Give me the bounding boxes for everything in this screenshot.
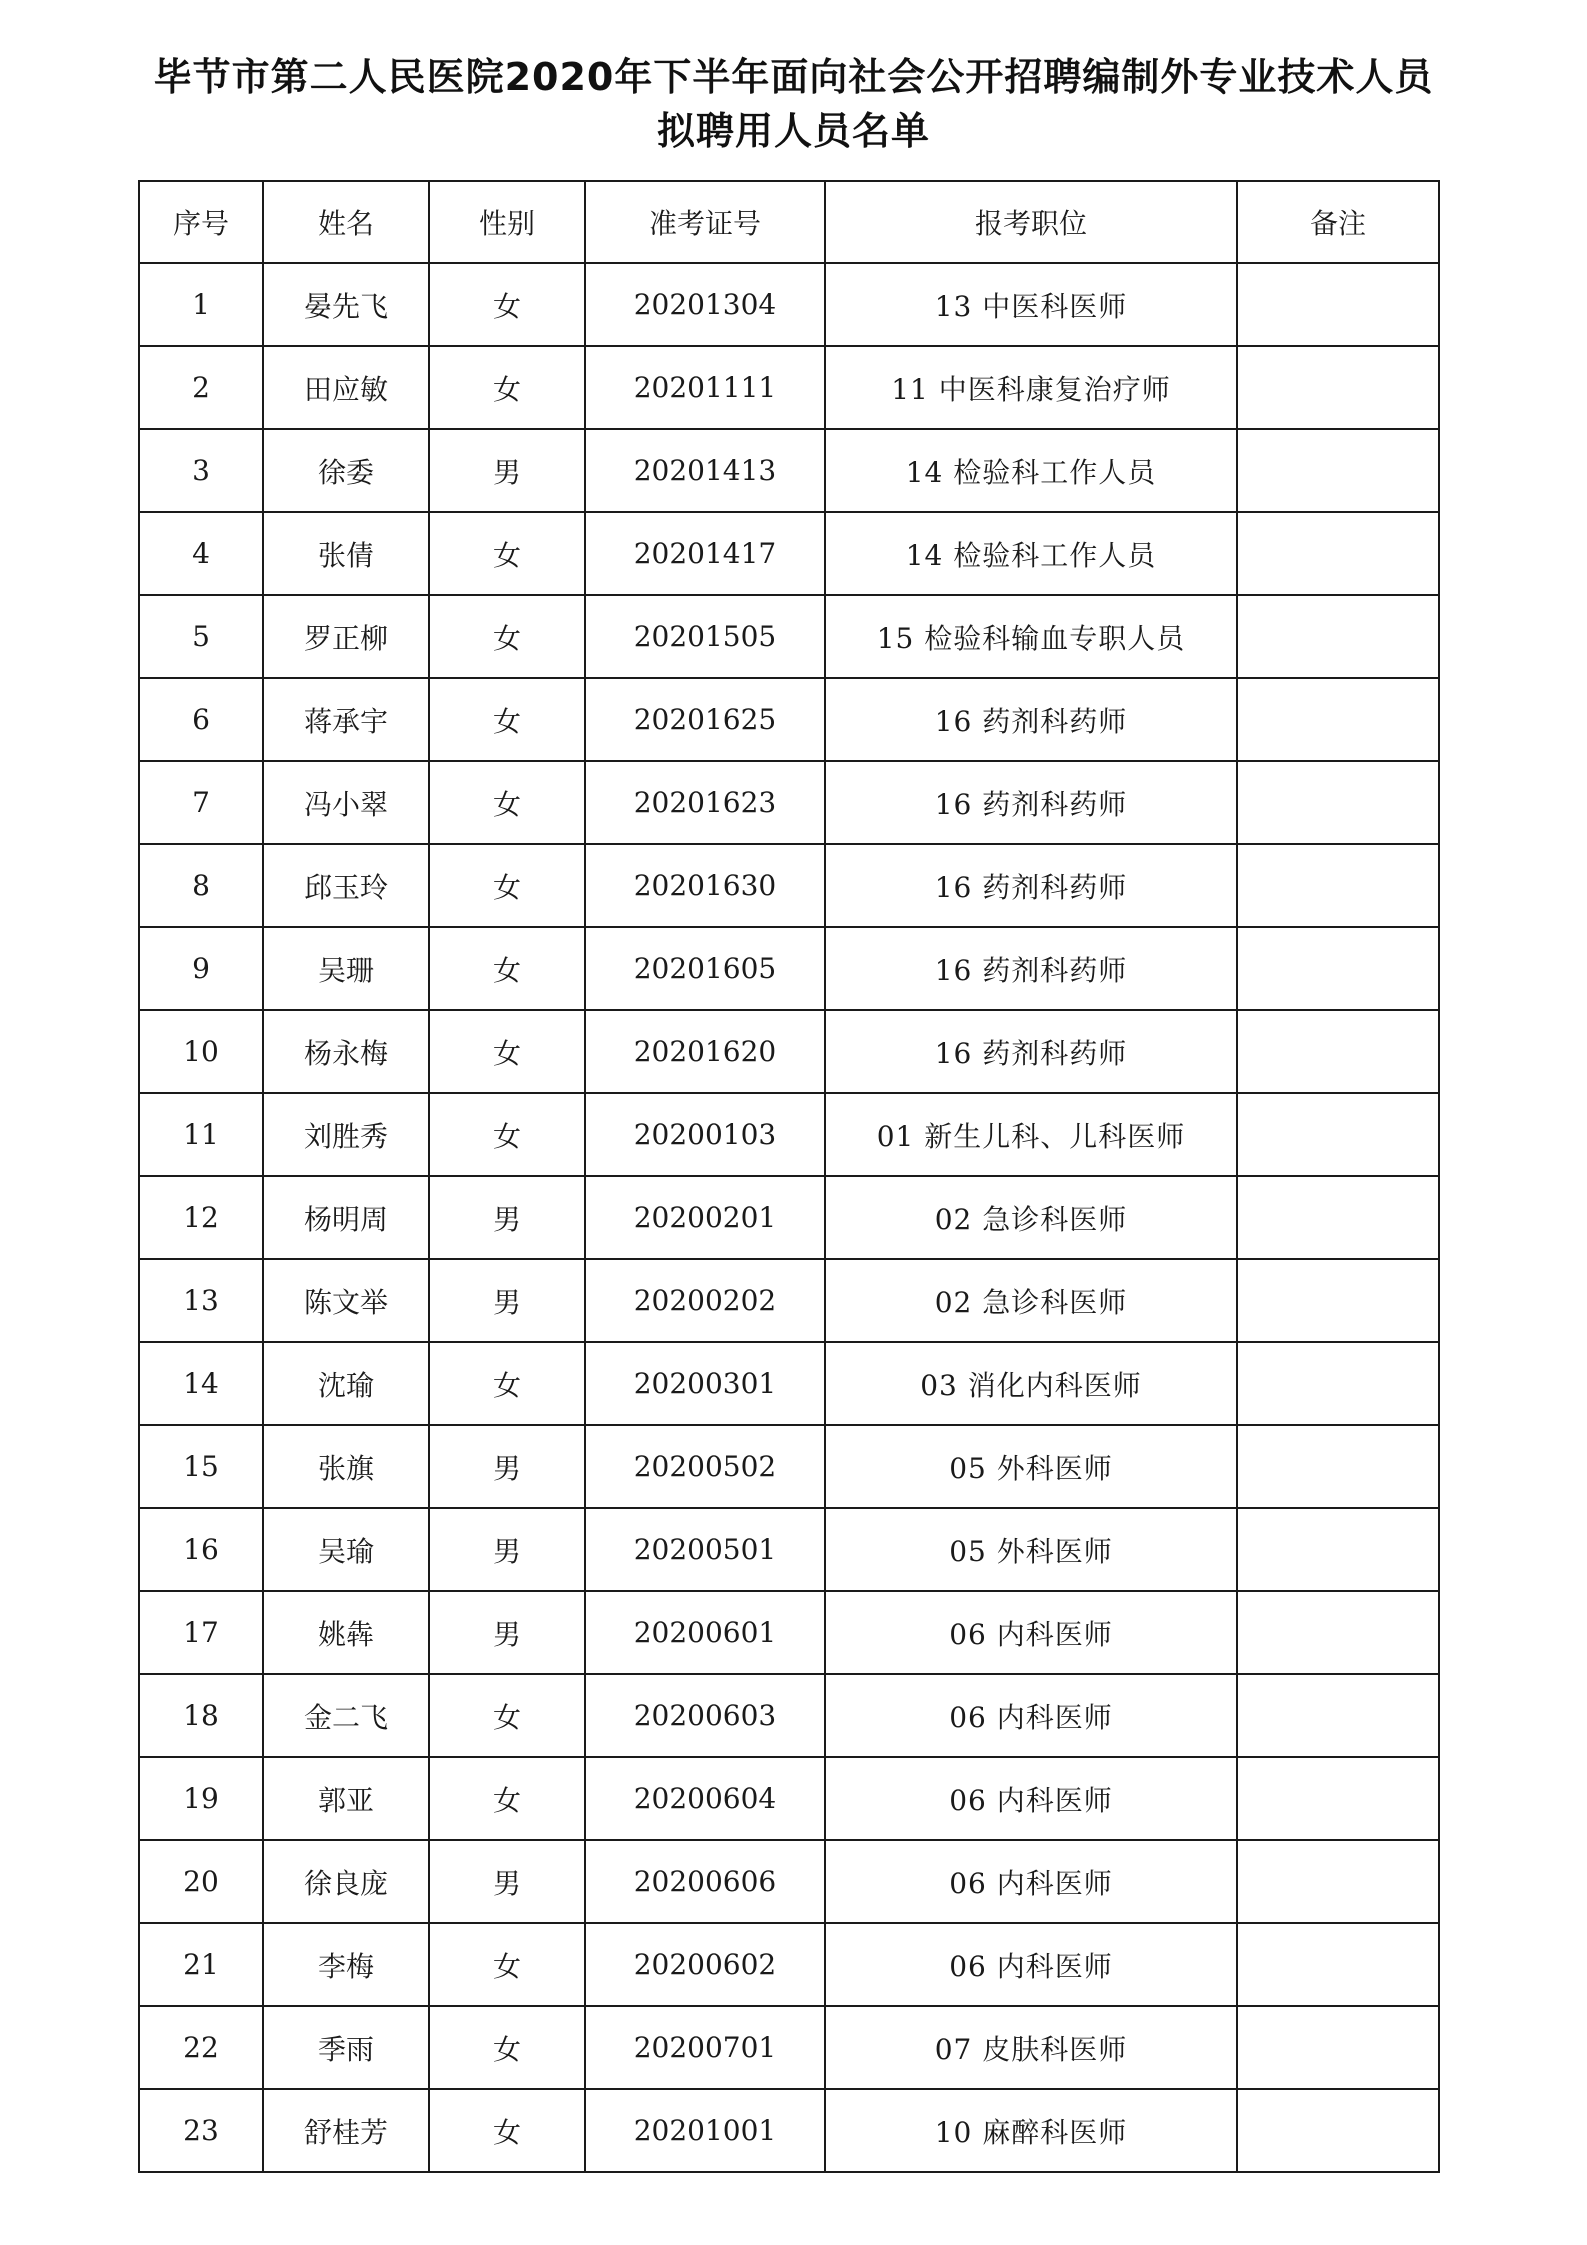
cell-position: 06 内科医师	[825, 1674, 1237, 1757]
cell-note	[1237, 1425, 1439, 1508]
cell-position: 13 中医科医师	[825, 263, 1237, 346]
cell-name: 罗正柳	[263, 595, 429, 678]
cell-name: 徐良庞	[263, 1840, 429, 1923]
cell-note	[1237, 1591, 1439, 1674]
table-row	[139, 2089, 1439, 2172]
document-subtitle: 拟聘用人员名单	[656, 109, 930, 153]
cell-position: 06 内科医师	[825, 1591, 1237, 1674]
cell-exam-id: 20200602	[585, 1923, 825, 2006]
cell-position: 16 药剂科药师	[825, 761, 1237, 844]
cell-note	[1237, 678, 1439, 761]
cell-note	[1237, 761, 1439, 844]
cell-exam-id: 20200603	[585, 1674, 825, 1757]
cell-name: 舒桂芳	[263, 2089, 429, 2172]
cell-seq: 20	[139, 1840, 263, 1923]
table-row	[139, 512, 1439, 595]
cell-note	[1237, 1010, 1439, 1093]
cell-sex: 男	[429, 1176, 585, 1259]
cell-seq: 16	[139, 1508, 263, 1591]
cell-sex: 女	[429, 1757, 585, 1840]
cell-seq: 8	[139, 844, 263, 927]
table-row	[139, 1923, 1439, 2006]
header-position: 报考职位	[825, 181, 1237, 263]
cell-name: 吴瑜	[263, 1508, 429, 1591]
cell-seq: 4	[139, 512, 263, 595]
cell-exam-id: 20200301	[585, 1342, 825, 1425]
cell-sex: 女	[429, 1010, 585, 1093]
cell-seq: 15	[139, 1425, 263, 1508]
cell-position: 02 急诊科医师	[825, 1259, 1237, 1342]
cell-seq: 1	[139, 263, 263, 346]
cell-exam-id: 20200601	[585, 1591, 825, 1674]
table-row	[139, 927, 1439, 1010]
cell-seq: 18	[139, 1674, 263, 1757]
cell-seq: 22	[139, 2006, 263, 2089]
cell-sex: 女	[429, 1674, 585, 1757]
cell-sex: 女	[429, 2089, 585, 2172]
cell-sex: 女	[429, 1093, 585, 1176]
cell-name: 晏先飞	[263, 263, 429, 346]
table-row	[139, 1674, 1439, 1757]
cell-name: 姚犇	[263, 1591, 429, 1674]
table-row	[139, 1093, 1439, 1176]
cell-sex: 女	[429, 512, 585, 595]
cell-note	[1237, 1757, 1439, 1840]
cell-position: 16 药剂科药师	[825, 1010, 1237, 1093]
table-header-row	[139, 181, 1439, 263]
cell-sex: 女	[429, 346, 585, 429]
cell-exam-id: 20201001	[585, 2089, 825, 2172]
cell-seq: 23	[139, 2089, 263, 2172]
cell-position: 06 内科医师	[825, 1923, 1237, 2006]
cell-exam-id: 20201605	[585, 927, 825, 1010]
header-sex: 性别	[429, 181, 585, 263]
cell-position: 07 皮肤科医师	[825, 2006, 1237, 2089]
table-row	[139, 2006, 1439, 2089]
cell-exam-id: 20200501	[585, 1508, 825, 1591]
cell-seq: 6	[139, 678, 263, 761]
cell-note	[1237, 1674, 1439, 1757]
cell-seq: 21	[139, 1923, 263, 2006]
table-row	[139, 1840, 1439, 1923]
cell-position: 14 检验科工作人员	[825, 512, 1237, 595]
cell-exam-id: 20200604	[585, 1757, 825, 1840]
cell-exam-id: 20201413	[585, 429, 825, 512]
cell-seq: 2	[139, 346, 263, 429]
table-row	[139, 429, 1439, 512]
cell-exam-id: 20200606	[585, 1840, 825, 1923]
cell-seq: 10	[139, 1010, 263, 1093]
cell-note	[1237, 346, 1439, 429]
cell-name: 蒋承宇	[263, 678, 429, 761]
table-row	[139, 1176, 1439, 1259]
cell-name: 沈瑜	[263, 1342, 429, 1425]
cell-exam-id: 20201111	[585, 346, 825, 429]
cell-name: 田应敏	[263, 346, 429, 429]
cell-exam-id: 20200701	[585, 2006, 825, 2089]
table-row	[139, 595, 1439, 678]
table-row	[139, 263, 1439, 346]
table-row	[139, 678, 1439, 761]
cell-seq: 9	[139, 927, 263, 1010]
cell-note	[1237, 512, 1439, 595]
cell-seq: 11	[139, 1093, 263, 1176]
cell-sex: 男	[429, 429, 585, 512]
cell-position: 14 检验科工作人员	[825, 429, 1237, 512]
document-title: 毕节市第二人民医院2020年下半年面向社会公开招聘编制外专业技术人员	[153, 55, 1434, 99]
cell-note	[1237, 844, 1439, 927]
table-row	[139, 761, 1439, 844]
cell-name: 邱玉玲	[263, 844, 429, 927]
table-row	[139, 1342, 1439, 1425]
cell-sex: 女	[429, 1342, 585, 1425]
cell-position: 05 外科医师	[825, 1425, 1237, 1508]
cell-sex: 女	[429, 927, 585, 1010]
cell-sex: 女	[429, 263, 585, 346]
cell-exam-id: 20201505	[585, 595, 825, 678]
cell-exam-id: 20200103	[585, 1093, 825, 1176]
table-row	[139, 1425, 1439, 1508]
cell-sex: 女	[429, 761, 585, 844]
cell-note	[1237, 1508, 1439, 1591]
candidate-table	[138, 180, 1440, 2173]
header-note: 备注	[1237, 181, 1439, 263]
cell-exam-id: 20201620	[585, 1010, 825, 1093]
cell-seq: 19	[139, 1757, 263, 1840]
cell-sex: 男	[429, 1508, 585, 1591]
cell-sex: 女	[429, 678, 585, 761]
cell-name: 季雨	[263, 2006, 429, 2089]
cell-exam-id: 20201623	[585, 761, 825, 844]
cell-note	[1237, 429, 1439, 512]
table-row	[139, 346, 1439, 429]
cell-exam-id: 20200502	[585, 1425, 825, 1508]
cell-position: 10 麻醉科医师	[825, 2089, 1237, 2172]
cell-sex: 男	[429, 1591, 585, 1674]
cell-note	[1237, 1176, 1439, 1259]
cell-exam-id: 20201304	[585, 263, 825, 346]
cell-note	[1237, 1923, 1439, 2006]
cell-name: 刘胜秀	[263, 1093, 429, 1176]
cell-note	[1237, 1342, 1439, 1425]
cell-note	[1237, 2006, 1439, 2089]
table-row	[139, 1508, 1439, 1591]
cell-seq: 7	[139, 761, 263, 844]
table-row	[139, 1259, 1439, 1342]
cell-seq: 3	[139, 429, 263, 512]
cell-position: 02 急诊科医师	[825, 1176, 1237, 1259]
cell-name: 李梅	[263, 1923, 429, 2006]
cell-seq: 13	[139, 1259, 263, 1342]
cell-seq: 17	[139, 1591, 263, 1674]
cell-position: 11 中医科康复治疗师	[825, 346, 1237, 429]
cell-sex: 男	[429, 1259, 585, 1342]
cell-position: 15 检验科输血专职人员	[825, 595, 1237, 678]
cell-note	[1237, 2089, 1439, 2172]
cell-name: 金二飞	[263, 1674, 429, 1757]
header-exam-id: 准考证号	[585, 181, 825, 263]
table-row	[139, 844, 1439, 927]
cell-name: 徐委	[263, 429, 429, 512]
cell-name: 吴珊	[263, 927, 429, 1010]
cell-note	[1237, 1093, 1439, 1176]
table-row	[139, 1757, 1439, 1840]
cell-position: 05 外科医师	[825, 1508, 1237, 1591]
table-body	[139, 263, 1439, 2172]
cell-position: 16 药剂科药师	[825, 844, 1237, 927]
cell-position: 03 消化内科医师	[825, 1342, 1237, 1425]
cell-name: 冯小翠	[263, 761, 429, 844]
cell-position: 16 药剂科药师	[825, 678, 1237, 761]
cell-sex: 女	[429, 595, 585, 678]
cell-exam-id: 20201625	[585, 678, 825, 761]
cell-name: 陈文举	[263, 1259, 429, 1342]
table-row	[139, 1591, 1439, 1674]
cell-note	[1237, 1840, 1439, 1923]
cell-position: 06 内科医师	[825, 1757, 1237, 1840]
cell-name: 杨永梅	[263, 1010, 429, 1093]
cell-seq: 14	[139, 1342, 263, 1425]
cell-name: 张倩	[263, 512, 429, 595]
cell-sex: 女	[429, 1923, 585, 2006]
cell-sex: 女	[429, 2006, 585, 2089]
cell-exam-id: 20201417	[585, 512, 825, 595]
cell-sex: 男	[429, 1840, 585, 1923]
cell-name: 杨明周	[263, 1176, 429, 1259]
table-row	[139, 1010, 1439, 1093]
cell-position: 06 内科医师	[825, 1840, 1237, 1923]
cell-note	[1237, 1259, 1439, 1342]
cell-note	[1237, 263, 1439, 346]
header-seq: 序号	[139, 181, 263, 263]
cell-name: 郭亚	[263, 1757, 429, 1840]
cell-name: 张旗	[263, 1425, 429, 1508]
cell-position: 01 新生儿科、儿科医师	[825, 1093, 1237, 1176]
cell-note	[1237, 927, 1439, 1010]
cell-exam-id: 20201630	[585, 844, 825, 927]
cell-sex: 男	[429, 1425, 585, 1508]
cell-seq: 5	[139, 595, 263, 678]
cell-seq: 12	[139, 1176, 263, 1259]
cell-note	[1237, 595, 1439, 678]
cell-exam-id: 20200201	[585, 1176, 825, 1259]
cell-position: 16 药剂科药师	[825, 927, 1237, 1010]
header-name: 姓名	[263, 181, 429, 263]
cell-sex: 女	[429, 844, 585, 927]
cell-exam-id: 20200202	[585, 1259, 825, 1342]
